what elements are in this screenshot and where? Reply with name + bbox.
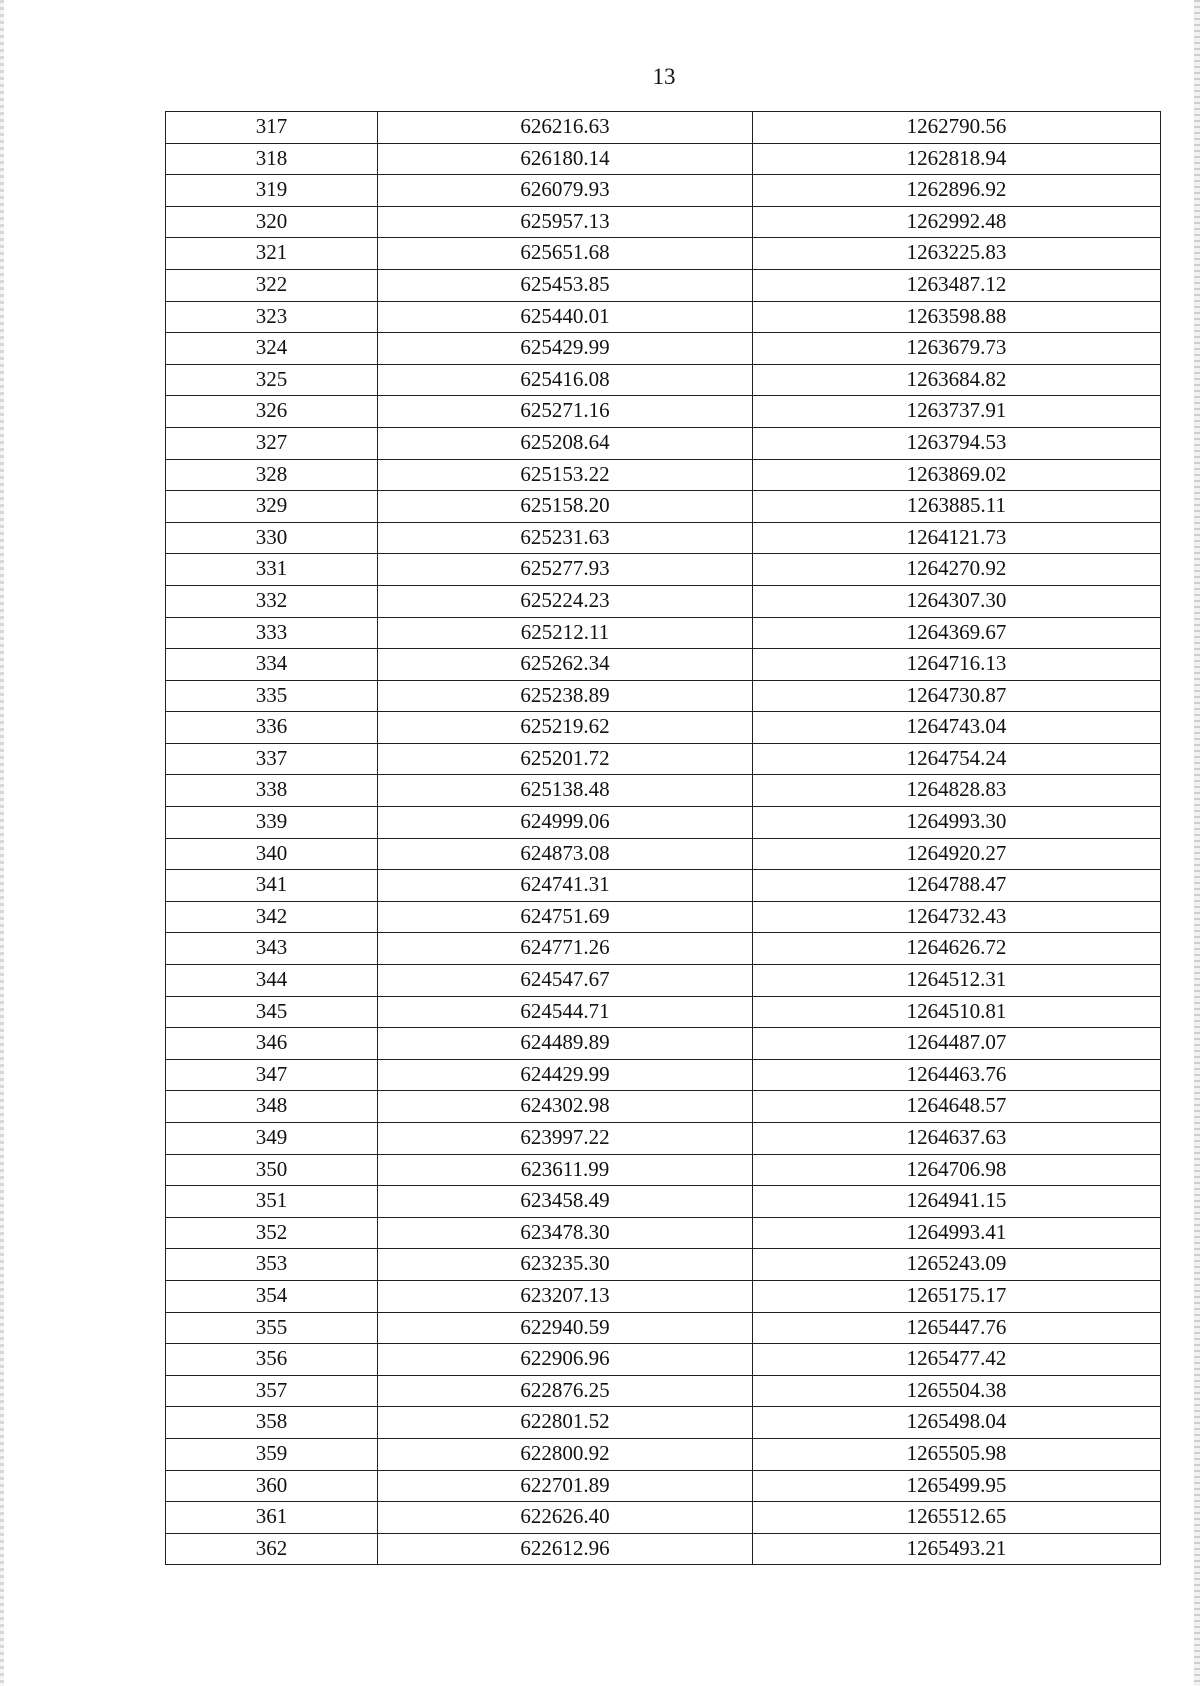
x-coordinate-cell: 625212.11: [378, 617, 753, 649]
y-coordinate-cell: 1264993.41: [753, 1217, 1161, 1249]
y-coordinate-cell: 1264828.83: [753, 775, 1161, 807]
point-number-cell: 353: [166, 1249, 378, 1281]
x-coordinate-cell: 625201.72: [378, 743, 753, 775]
y-coordinate-cell: 1264716.13: [753, 649, 1161, 681]
point-number-cell: 326: [166, 396, 378, 428]
x-coordinate-cell: 625440.01: [378, 301, 753, 333]
y-coordinate-cell: 1263885.11: [753, 491, 1161, 523]
y-coordinate-cell: 1265498.04: [753, 1407, 1161, 1439]
table-row: [166, 175, 1161, 207]
point-number-cell: 328: [166, 459, 378, 491]
x-coordinate-cell: 625153.22: [378, 459, 753, 491]
y-coordinate-cell: 1265477.42: [753, 1344, 1161, 1376]
x-coordinate-cell: 625416.08: [378, 364, 753, 396]
point-number-cell: 333: [166, 617, 378, 649]
x-coordinate-cell: 622626.40: [378, 1502, 753, 1534]
y-coordinate-cell: 1264626.72: [753, 933, 1161, 965]
point-number-cell: 360: [166, 1470, 378, 1502]
x-coordinate-cell: 625238.89: [378, 680, 753, 712]
y-coordinate-cell: 1262818.94: [753, 143, 1161, 175]
table-row: [166, 459, 1161, 491]
x-coordinate-cell: 625231.63: [378, 522, 753, 554]
y-coordinate-cell: 1263869.02: [753, 459, 1161, 491]
table-row: [166, 206, 1161, 238]
point-number-cell: 331: [166, 554, 378, 586]
x-coordinate-cell: 624999.06: [378, 807, 753, 839]
x-coordinate-cell: 624873.08: [378, 838, 753, 870]
x-coordinate-cell: 623458.49: [378, 1186, 753, 1218]
point-number-cell: 338: [166, 775, 378, 807]
y-coordinate-cell: 1264648.57: [753, 1091, 1161, 1123]
table-row: [166, 1438, 1161, 1470]
point-number-cell: 318: [166, 143, 378, 175]
y-coordinate-cell: 1264941.15: [753, 1186, 1161, 1218]
point-number-cell: 345: [166, 996, 378, 1028]
y-coordinate-cell: 1263794.53: [753, 427, 1161, 459]
table-row: [166, 680, 1161, 712]
table-row: [166, 1280, 1161, 1312]
table-row: [166, 112, 1161, 144]
y-coordinate-cell: 1265175.17: [753, 1280, 1161, 1312]
y-coordinate-cell: 1264510.81: [753, 996, 1161, 1028]
point-number-cell: 320: [166, 206, 378, 238]
table-row: [166, 743, 1161, 775]
point-number-cell: 335: [166, 680, 378, 712]
point-number-cell: 356: [166, 1344, 378, 1376]
table-row: [166, 1059, 1161, 1091]
point-number-cell: 348: [166, 1091, 378, 1123]
table-row: [166, 1375, 1161, 1407]
point-number-cell: 346: [166, 1028, 378, 1060]
x-coordinate-cell: 624429.99: [378, 1059, 753, 1091]
y-coordinate-cell: 1262790.56: [753, 112, 1161, 144]
x-coordinate-cell: 623611.99: [378, 1154, 753, 1186]
scan-edge-right: [1194, 0, 1200, 1686]
x-coordinate-cell: 624489.89: [378, 1028, 753, 1060]
point-number-cell: 329: [166, 491, 378, 523]
y-coordinate-cell: 1265504.38: [753, 1375, 1161, 1407]
y-coordinate-cell: 1264920.27: [753, 838, 1161, 870]
y-coordinate-cell: 1264270.92: [753, 554, 1161, 586]
table-row: [166, 269, 1161, 301]
point-number-cell: 343: [166, 933, 378, 965]
point-number-cell: 330: [166, 522, 378, 554]
y-coordinate-cell: 1262896.92: [753, 175, 1161, 207]
y-coordinate-cell: 1265243.09: [753, 1249, 1161, 1281]
table-row: [166, 775, 1161, 807]
table-row: [166, 554, 1161, 586]
table-row: [166, 1091, 1161, 1123]
x-coordinate-cell: 625158.20: [378, 491, 753, 523]
point-number-cell: 339: [166, 807, 378, 839]
point-number-cell: 355: [166, 1312, 378, 1344]
point-number-cell: 323: [166, 301, 378, 333]
table-row: [166, 364, 1161, 396]
x-coordinate-cell: 624544.71: [378, 996, 753, 1028]
table-row: [166, 1186, 1161, 1218]
x-coordinate-cell: 623235.30: [378, 1249, 753, 1281]
x-coordinate-cell: 622876.25: [378, 1375, 753, 1407]
table-row: [166, 1028, 1161, 1060]
point-number-cell: 340: [166, 838, 378, 870]
x-coordinate-cell: 623478.30: [378, 1217, 753, 1249]
point-number-cell: 317: [166, 112, 378, 144]
y-coordinate-cell: 1265512.65: [753, 1502, 1161, 1534]
table-row: [166, 1533, 1161, 1565]
point-number-cell: 325: [166, 364, 378, 396]
y-coordinate-cell: 1264121.73: [753, 522, 1161, 554]
y-coordinate-cell: 1264788.47: [753, 870, 1161, 902]
table-row: [166, 838, 1161, 870]
x-coordinate-cell: 624751.69: [378, 901, 753, 933]
table-row: [166, 301, 1161, 333]
x-coordinate-cell: 625277.93: [378, 554, 753, 586]
y-coordinate-cell: 1263737.91: [753, 396, 1161, 428]
table-row: [166, 522, 1161, 554]
x-coordinate-cell: 625208.64: [378, 427, 753, 459]
point-number-cell: 350: [166, 1154, 378, 1186]
coordinate-table-body: [166, 112, 1161, 1565]
table-row: [166, 143, 1161, 175]
table-row: [166, 933, 1161, 965]
table-row: [166, 491, 1161, 523]
x-coordinate-cell: 622612.96: [378, 1533, 753, 1565]
x-coordinate-cell: 625219.62: [378, 712, 753, 744]
y-coordinate-cell: 1263598.88: [753, 301, 1161, 333]
x-coordinate-cell: 624302.98: [378, 1091, 753, 1123]
table-row: [166, 1217, 1161, 1249]
table-row: [166, 1502, 1161, 1534]
y-coordinate-cell: 1265499.95: [753, 1470, 1161, 1502]
point-number-cell: 324: [166, 333, 378, 365]
point-number-cell: 327: [166, 427, 378, 459]
y-coordinate-cell: 1263487.12: [753, 269, 1161, 301]
table-row: [166, 1154, 1161, 1186]
x-coordinate-cell: 626079.93: [378, 175, 753, 207]
x-coordinate-cell: 623207.13: [378, 1280, 753, 1312]
point-number-cell: 354: [166, 1280, 378, 1312]
y-coordinate-cell: 1264743.04: [753, 712, 1161, 744]
table-row: [166, 617, 1161, 649]
table-row: [166, 1123, 1161, 1155]
y-coordinate-cell: 1264706.98: [753, 1154, 1161, 1186]
y-coordinate-cell: 1263679.73: [753, 333, 1161, 365]
y-coordinate-cell: 1265493.21: [753, 1533, 1161, 1565]
x-coordinate-cell: 622801.52: [378, 1407, 753, 1439]
x-coordinate-cell: 625262.34: [378, 649, 753, 681]
table-row: [166, 585, 1161, 617]
point-number-cell: 332: [166, 585, 378, 617]
point-number-cell: 362: [166, 1533, 378, 1565]
table-row: [166, 996, 1161, 1028]
y-coordinate-cell: 1262992.48: [753, 206, 1161, 238]
x-coordinate-cell: 625429.99: [378, 333, 753, 365]
point-number-cell: 319: [166, 175, 378, 207]
y-coordinate-cell: 1264512.31: [753, 965, 1161, 997]
point-number-cell: 337: [166, 743, 378, 775]
y-coordinate-cell: 1264732.43: [753, 901, 1161, 933]
table-row: [166, 901, 1161, 933]
point-number-cell: 344: [166, 965, 378, 997]
y-coordinate-cell: 1264307.30: [753, 585, 1161, 617]
point-number-cell: 361: [166, 1502, 378, 1534]
table-row: [166, 870, 1161, 902]
table-row: [166, 1344, 1161, 1376]
y-coordinate-cell: 1264993.30: [753, 807, 1161, 839]
point-number-cell: 334: [166, 649, 378, 681]
table-row: [166, 807, 1161, 839]
scan-edge-left: [0, 0, 4, 1686]
x-coordinate-cell: 625651.68: [378, 238, 753, 270]
x-coordinate-cell: 624771.26: [378, 933, 753, 965]
x-coordinate-cell: 626216.63: [378, 112, 753, 144]
point-number-cell: 352: [166, 1217, 378, 1249]
y-coordinate-cell: 1264487.07: [753, 1028, 1161, 1060]
y-coordinate-cell: 1265505.98: [753, 1438, 1161, 1470]
table-row: [166, 1312, 1161, 1344]
point-number-cell: 347: [166, 1059, 378, 1091]
page-number: 13: [652, 64, 676, 89]
x-coordinate-cell: 624741.31: [378, 870, 753, 902]
point-number-cell: 321: [166, 238, 378, 270]
y-coordinate-cell: 1264637.63: [753, 1123, 1161, 1155]
point-number-cell: 351: [166, 1186, 378, 1218]
coordinate-table: [165, 111, 1161, 1565]
x-coordinate-cell: 622940.59: [378, 1312, 753, 1344]
table-row: [166, 1249, 1161, 1281]
table-row: [166, 238, 1161, 270]
x-coordinate-cell: 625224.23: [378, 585, 753, 617]
y-coordinate-cell: 1263225.83: [753, 238, 1161, 270]
point-number-cell: 322: [166, 269, 378, 301]
table-row: [166, 649, 1161, 681]
table-row: [166, 333, 1161, 365]
table-row: [166, 1407, 1161, 1439]
y-coordinate-cell: 1264369.67: [753, 617, 1161, 649]
table-row: [166, 396, 1161, 428]
x-coordinate-cell: 622701.89: [378, 1470, 753, 1502]
table-row: [166, 965, 1161, 997]
x-coordinate-cell: 624547.67: [378, 965, 753, 997]
point-number-cell: 357: [166, 1375, 378, 1407]
point-number-cell: 341: [166, 870, 378, 902]
y-coordinate-cell: 1265447.76: [753, 1312, 1161, 1344]
x-coordinate-cell: 625138.48: [378, 775, 753, 807]
point-number-cell: 358: [166, 1407, 378, 1439]
x-coordinate-cell: 625957.13: [378, 206, 753, 238]
table-row: [166, 1470, 1161, 1502]
x-coordinate-cell: 626180.14: [378, 143, 753, 175]
x-coordinate-cell: 622906.96: [378, 1344, 753, 1376]
x-coordinate-cell: 625453.85: [378, 269, 753, 301]
table-row: [166, 712, 1161, 744]
table-row: [166, 427, 1161, 459]
y-coordinate-cell: 1264754.24: [753, 743, 1161, 775]
point-number-cell: 342: [166, 901, 378, 933]
point-number-cell: 336: [166, 712, 378, 744]
x-coordinate-cell: 623997.22: [378, 1123, 753, 1155]
x-coordinate-cell: 625271.16: [378, 396, 753, 428]
x-coordinate-cell: 622800.92: [378, 1438, 753, 1470]
point-number-cell: 349: [166, 1123, 378, 1155]
y-coordinate-cell: 1264463.76: [753, 1059, 1161, 1091]
point-number-cell: 359: [166, 1438, 378, 1470]
y-coordinate-cell: 1264730.87: [753, 680, 1161, 712]
y-coordinate-cell: 1263684.82: [753, 364, 1161, 396]
